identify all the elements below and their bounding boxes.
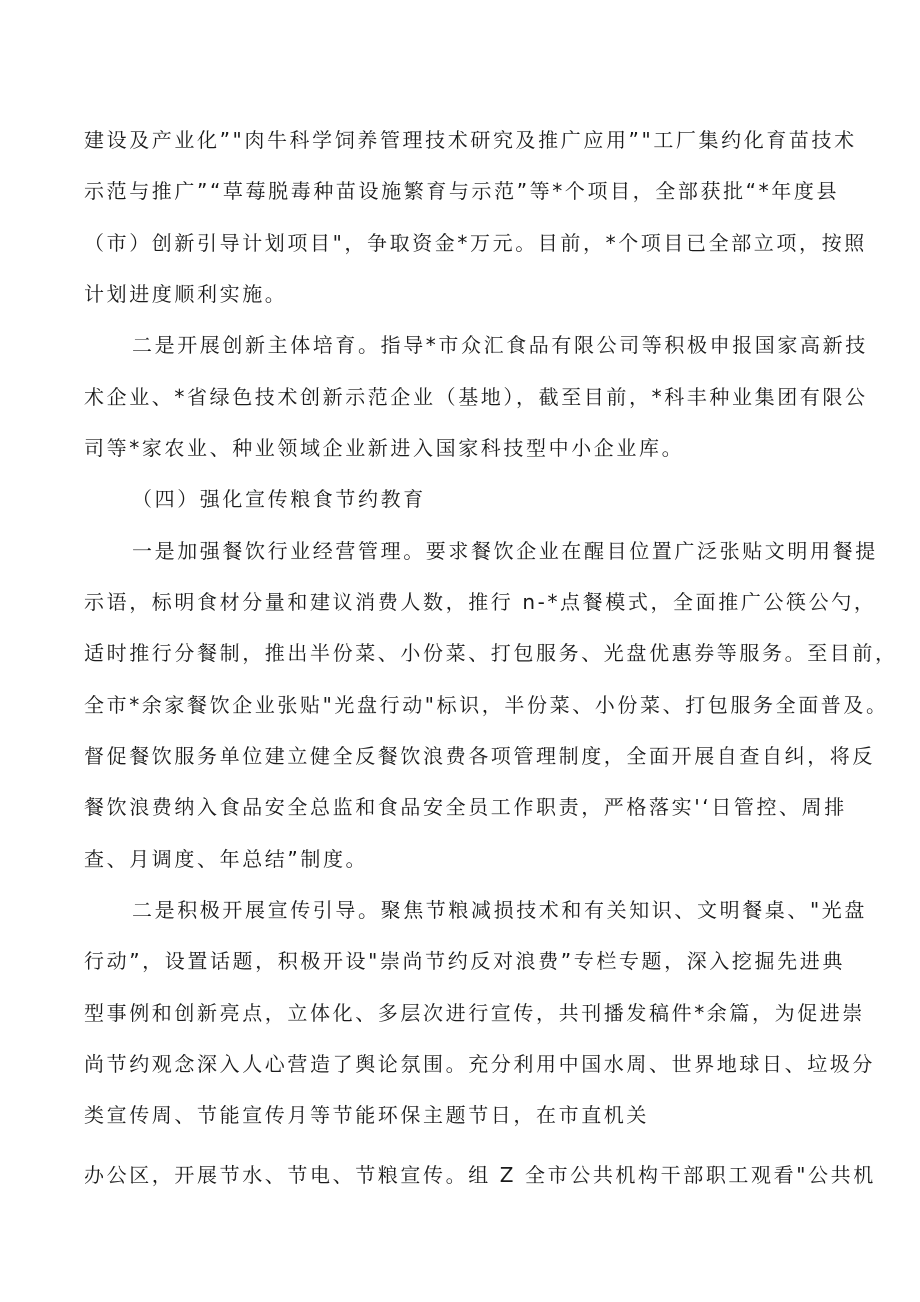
paragraph-first-line: 一是加强餐饮行业经营管理。要求餐饮企业在醒目位置广泛张贴文明用餐提 — [132, 539, 878, 563]
body-text-line: 办公区，开展节水、节电、节粮宣传。组 Z 全市公共机构干部职工观看"公共机 — [84, 1163, 876, 1187]
body-text-line: 司等*家农业、种业领域企业新进入国家科技型中小企业库。 — [84, 436, 685, 460]
body-text-line: 餐饮浪费纳入食品安全总监和食品安全员工作职责，严格落实'‘日管控、周排 — [84, 795, 847, 819]
body-text-line: 督促餐饮服务单位建立健全反餐饮浪费各项管理制度，全面开展自查自纠，将反 — [84, 744, 875, 768]
body-text-line: 型事例和创新亮点，立体化、多层次进行宣传，共刊播发稿件*余篇，为促进崇 — [84, 1001, 865, 1025]
body-text-line: 行动”，设置话题，积极开设"崇尚节约反对浪费”专栏专题，深入挖掘先进典 — [84, 949, 845, 973]
paragraph-first-line: 二是积极开展宣传引导。聚焦节粮减损技术和有关知识、文明餐桌、"光盘 — [132, 898, 867, 922]
body-text-line: 计划进度顺利实施。 — [84, 282, 288, 306]
body-text-line: 术企业、*省绿色技术创新示范企业（基地），截至目前，*科丰种业集团有限公 — [84, 385, 868, 409]
body-text-line: 建设及产业化”"肉牛科学饲养管理技术研究及推广应用”"工厂集约化育苗技术 — [84, 128, 857, 152]
body-text-line: 全市*余家餐饮企业张贴"光盘行动"标识，半份菜、小份菜、打包服务全面普及。 — [84, 693, 889, 717]
body-text-line: 类宣传周、节能宣传月等节能环保主题节日，在市直机关 — [84, 1103, 649, 1127]
paragraph-first-line: 二是开展创新主体培育。指导*市众汇食品有限公司等积极申报国家高新技 — [132, 333, 868, 357]
body-text-line: 尚节约观念深入人心营造了舆论氛围。充分利用中国水周、世界地球日、垃圾分 — [84, 1052, 875, 1076]
body-text-line: 查、月调度、年总结”制度。 — [84, 847, 369, 871]
body-text-line: （市）创新引导计划项目"，争取资金*万元。目前，*个项目已全部立项，按照 — [84, 231, 867, 255]
body-text-line: 示范与推广”“草莓脱毒种苗设施繁育与示范”等*个项目，全部获批“*年度县 — [84, 179, 840, 203]
body-text-line: 示语，标明食材分量和建议消费人数，推行 n-*点餐模式，全面推广公筷公勺， — [84, 590, 877, 614]
section-heading: （四）强化宣传粮食节约教育 — [132, 487, 426, 511]
body-text-line: 适时推行分餐制，推出半份菜、小份菜、打包服务、光盘优惠券等服务。至目前， — [84, 641, 898, 665]
